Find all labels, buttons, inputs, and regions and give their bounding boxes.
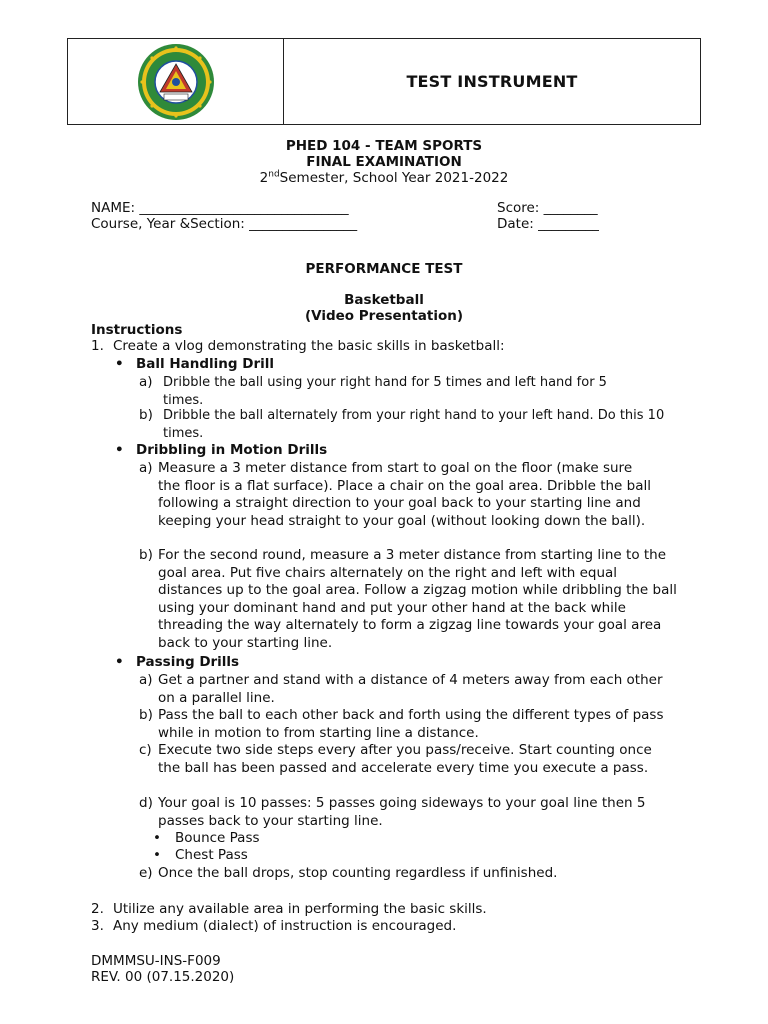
drill-label: Passing Drills xyxy=(136,654,240,670)
drill-label: Ball Handling Drill xyxy=(136,356,275,372)
course-title: PHED 104 - TEAM SPORTS xyxy=(285,138,483,154)
semester-rest: Semester, School Year 2021-2022 xyxy=(279,170,509,186)
instructions-heading: Instructions xyxy=(91,322,183,338)
step-letter: a) xyxy=(139,460,153,476)
logo-cell xyxy=(68,39,284,124)
exam-title: FINAL EXAMINATION xyxy=(306,154,462,170)
step-letter: b) xyxy=(139,547,153,563)
step-letter: a) xyxy=(139,672,153,688)
performance-test-heading: PERFORMANCE TEST xyxy=(305,261,463,277)
step-letter: e) xyxy=(139,865,153,881)
header-table xyxy=(67,38,701,125)
step-letter: a) xyxy=(139,374,153,390)
score-field[interactable]: Score: ________ xyxy=(497,200,598,216)
step-letter: c) xyxy=(139,742,152,758)
step-text: Get a partner and stand with a distance of 4 meters away from each other on a parallel line. xyxy=(158,672,663,706)
bullet-icon: • xyxy=(115,442,124,458)
step-text: Your goal is 10 passes: 5 passes going sideways to your goal line then 5 passes back to your starting line. xyxy=(158,795,646,829)
name-field[interactable]: NAME: _______________________________ xyxy=(91,200,349,216)
step-text: Dribble the ball using your right hand for 5 times and left hand for 5 times. xyxy=(163,375,607,408)
pass-type: Chest Pass xyxy=(175,847,248,863)
form-revision: REV. 00 (07.15.2020) xyxy=(91,969,235,985)
drill-label: Dribbling in Motion Drills xyxy=(136,442,328,458)
item-text: Utilize any available area in performing the basic skills. xyxy=(113,901,487,917)
course-section-field[interactable]: Course, Year &Section: ________________ xyxy=(91,216,358,232)
bullet-icon: • xyxy=(115,356,124,372)
semester-suffix: nd xyxy=(268,169,280,180)
university-seal-icon xyxy=(130,42,222,122)
step-text: Once the ball drops, stop counting regardless if unfinished. xyxy=(158,865,558,881)
date-field[interactable]: Date: _________ xyxy=(497,216,599,232)
item-text: Create a vlog demonstrating the basic skills in basketball: xyxy=(113,338,505,354)
step-text: Measure a 3 meter distance from start to goal on the floor (make sure the floor is a flat surface). Place a chair on the goal area. Dribble the ball following a straight direction to your goal back to your starting line and keeping your head straight to your goal (without looking down the ball). xyxy=(158,460,652,529)
item-text: Any medium (dialect) of instruction is encouraged. xyxy=(113,918,457,934)
document-type-title: TEST INSTRUMENT xyxy=(406,71,578,91)
bullet-icon: • xyxy=(153,830,161,846)
presentation-heading: (Video Presentation) xyxy=(304,308,463,324)
step-text: Pass the ball to each other back and forth using the different types of pass while in motion to from starting line a distance. xyxy=(158,707,664,741)
item-number: 3. xyxy=(91,918,104,934)
step-letter: b) xyxy=(139,407,153,423)
step-text: Dribble the ball alternately from your right hand to your left hand. Do this 10 times. xyxy=(163,408,665,441)
item-number: 2. xyxy=(91,901,104,917)
form-code: DMMMSU-INS-F009 xyxy=(91,953,221,969)
step-text: Execute two side steps every after you pass/receive. Start counting once the ball has been passed and accelerate every time you execute a pass. xyxy=(158,742,652,776)
bullet-icon: • xyxy=(115,654,124,670)
sport-heading: Basketball xyxy=(344,292,424,308)
step-letter: b) xyxy=(139,707,153,723)
semester-number: 2 xyxy=(259,170,269,186)
semester-line xyxy=(0,170,768,188)
item-number: 1. xyxy=(91,338,104,354)
pass-type: Bounce Pass xyxy=(175,830,260,846)
bullet-icon: • xyxy=(153,847,161,863)
step-text: For the second round, measure a 3 meter distance from starting line to the goal area. Put five chairs alternately on the right and left with equal distances up to the goal area. Follow a zigzag motion while dribbling the ball using your dominant hand and put your other hand at the back while threading the way alternately to form a zigzag line towards your goal area back to your starting line. xyxy=(158,547,677,651)
step-letter: d) xyxy=(139,795,153,811)
